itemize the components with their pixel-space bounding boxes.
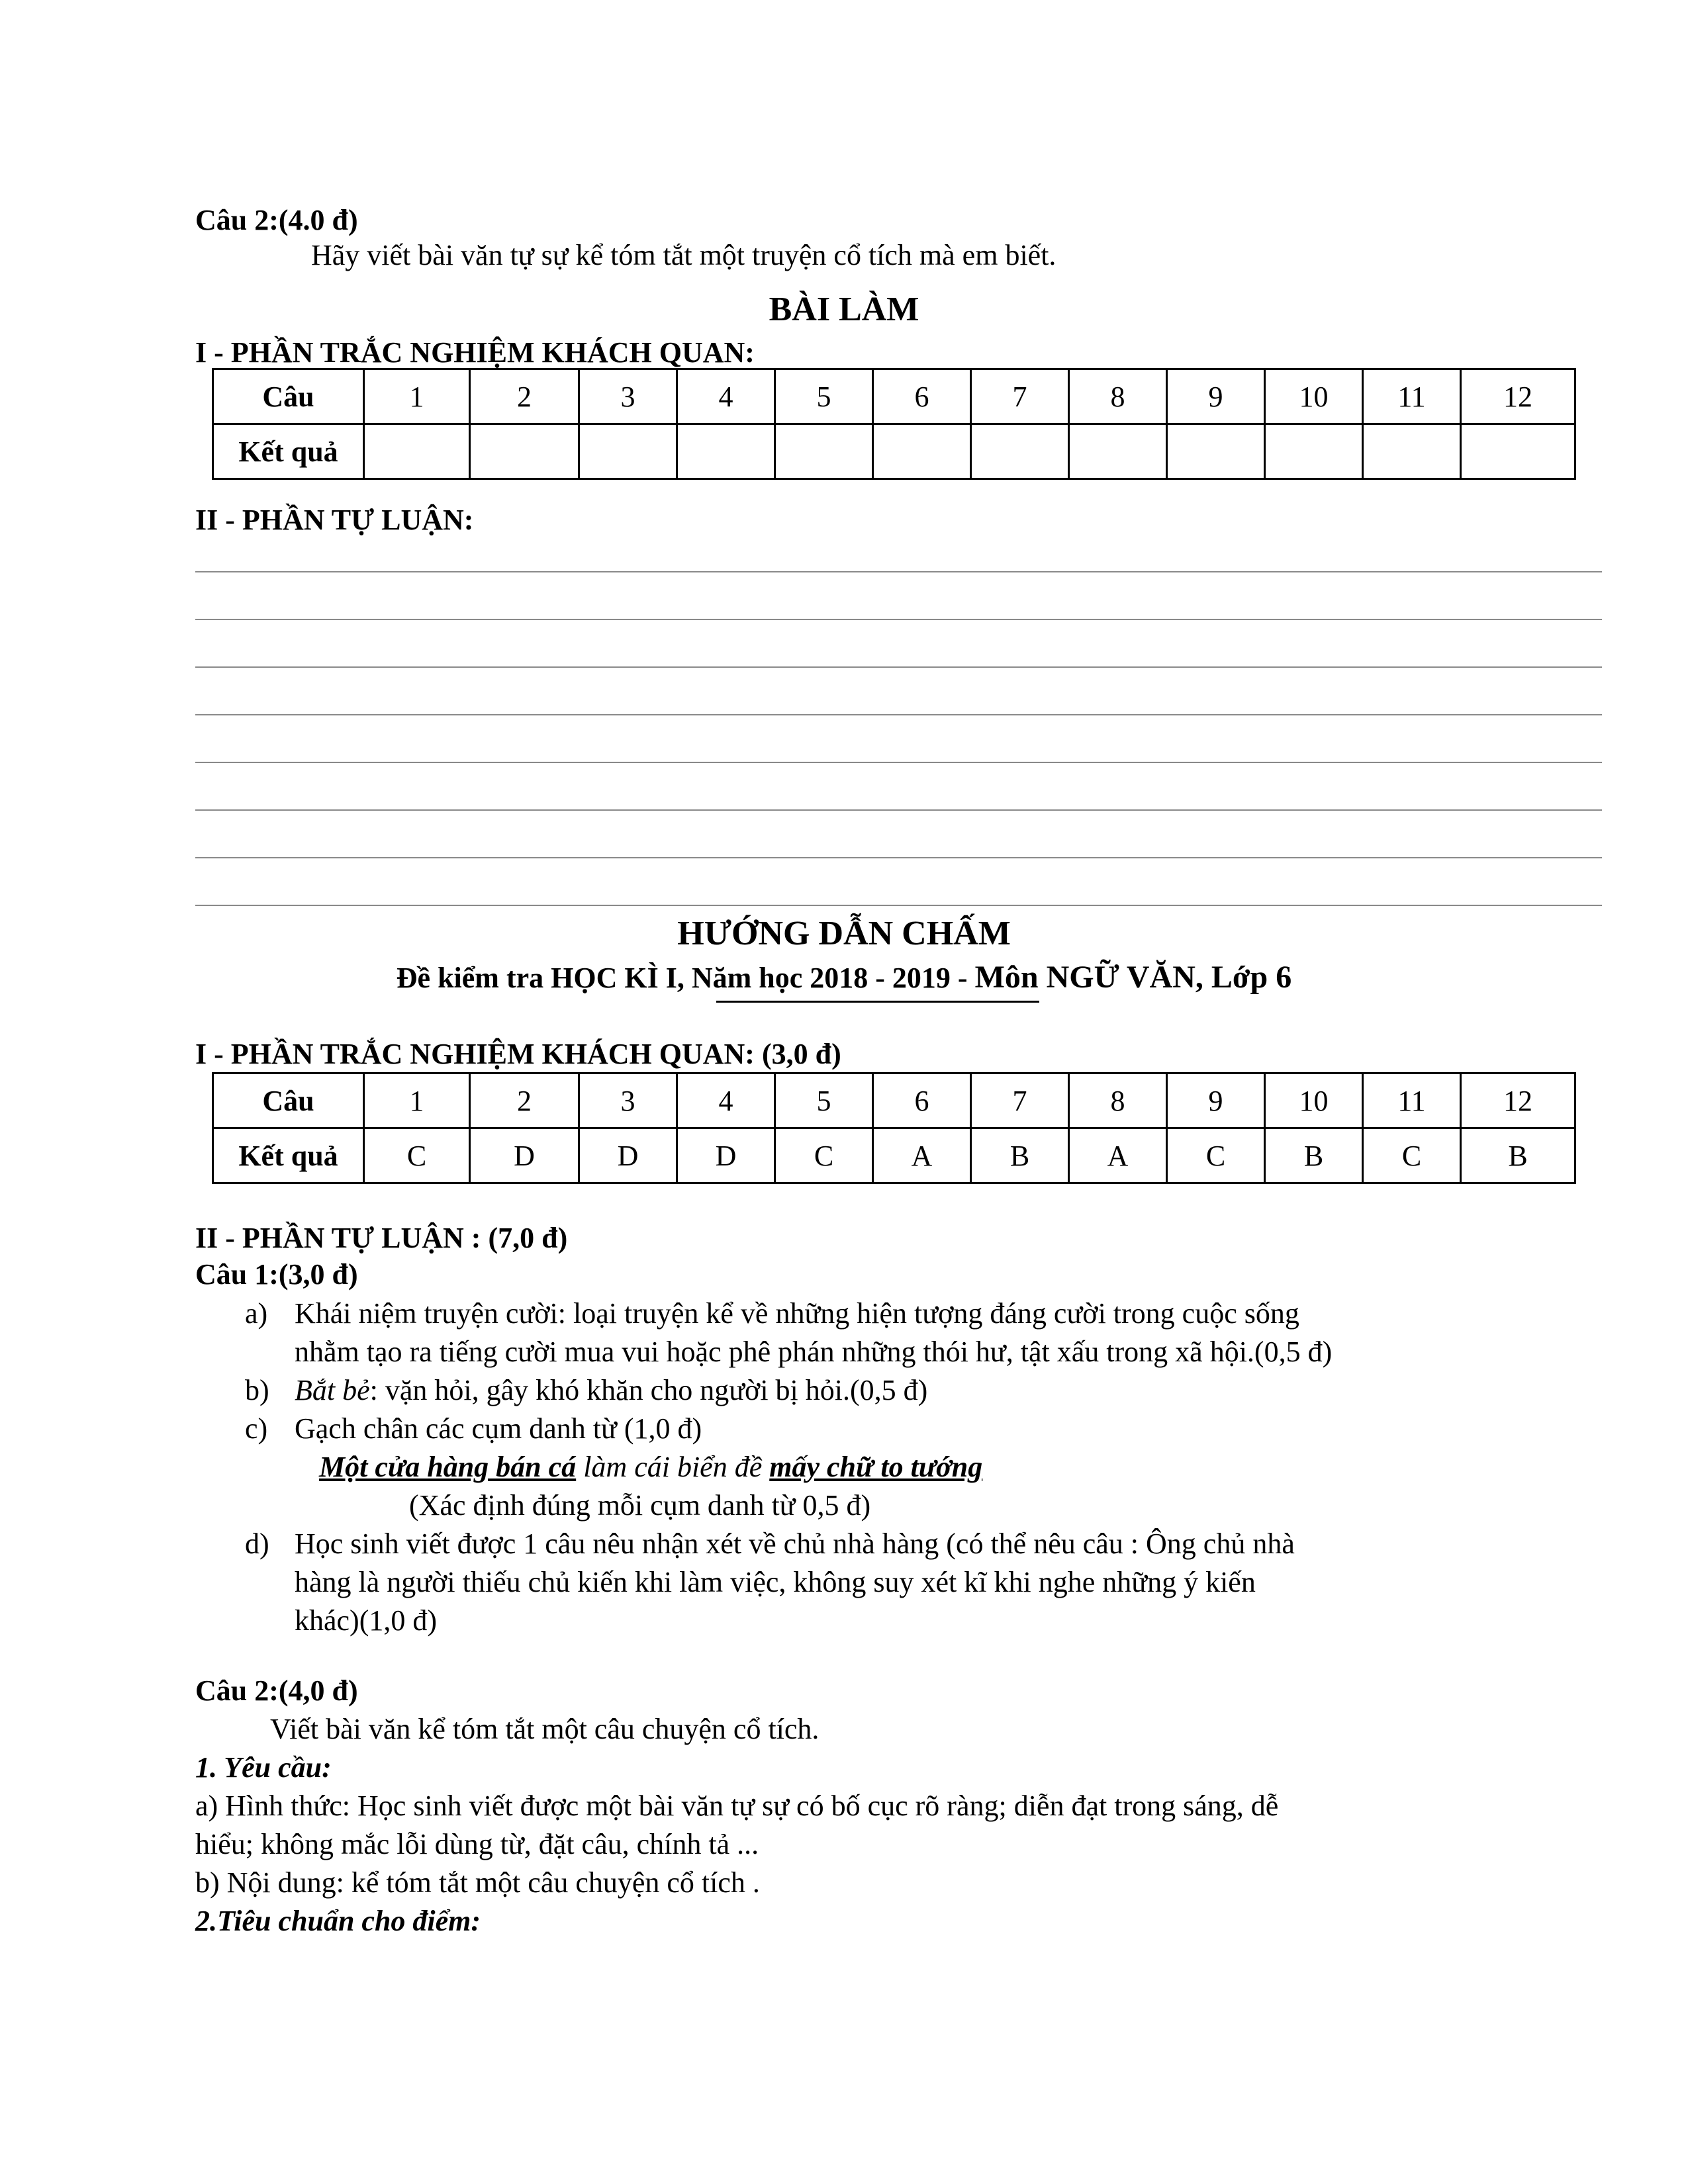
answer-key-cell: A: [873, 1128, 971, 1183]
guide-q2-intro: Viết bài văn kể tóm tắt một câu chuyện cổ tích.: [270, 1713, 820, 1745]
answer-sheet-table: [212, 368, 1576, 480]
answer-key-cell: C: [1363, 1128, 1461, 1183]
question-number: 2: [470, 1073, 579, 1128]
question-number: 10: [1265, 369, 1363, 424]
question-number: 3: [579, 369, 677, 424]
question-number: 2: [470, 369, 579, 424]
answer-cell[interactable]: [1265, 424, 1363, 479]
question-2-label: Câu 2:(4.0 đ): [195, 204, 358, 236]
question-number: 12: [1461, 1073, 1575, 1128]
q1-c-middle: làm cái biển đề: [576, 1451, 770, 1483]
answer-key-result-row: [213, 1128, 1575, 1183]
guide-q2-content-line: b) Nội dung: kể tóm tắt một câu chuyện cổ tích .: [195, 1866, 760, 1899]
answer-sheet-number-row: [213, 369, 1575, 424]
answer-cell[interactable]: [971, 424, 1069, 479]
question-number: 6: [873, 369, 971, 424]
q1-b-term: Bắt bẻ: [295, 1374, 370, 1406]
subtitle-divider: [716, 1001, 1039, 1003]
answer-cell[interactable]: [364, 424, 470, 479]
row-head-question: Câu: [213, 1073, 364, 1128]
question-number: 6: [873, 1073, 971, 1128]
question-number: 4: [677, 1073, 775, 1128]
guide-subtitle-exam: Đề kiểm tra HỌC KÌ I, Năm học 2018 - 2019 -: [396, 962, 975, 994]
answer-cell[interactable]: [579, 424, 677, 479]
q1-a-line1: Khái niệm truyện cười: loại truyện kể về những hiện tượng đáng cười trong cuộc sống: [295, 1297, 1299, 1330]
question-number: 11: [1363, 1073, 1461, 1128]
answer-key-table: [212, 1072, 1576, 1184]
answer-key-cell: A: [1069, 1128, 1167, 1183]
answer-cell[interactable]: [1363, 424, 1461, 479]
question-number: 5: [775, 369, 873, 424]
guide-q2-label: Câu 2:(4,0 đ): [195, 1674, 358, 1707]
answer-sheet-section1: I - PHẦN TRẮC NGHIỆM KHÁCH QUAN:: [195, 336, 755, 369]
writing-line: [195, 762, 1602, 763]
writing-line: [195, 857, 1602, 858]
question-number: 4: [677, 369, 775, 424]
answer-sheet-result-row: [213, 424, 1575, 479]
guide-q2-requirements-title: 1. Yêu cầu:: [195, 1751, 332, 1784]
writing-line: [195, 714, 1602, 715]
q1-d-line3: khác)(1,0 đ): [295, 1604, 438, 1637]
question-number: 1: [364, 369, 470, 424]
row-head-result: Kết quả: [213, 1128, 364, 1183]
guide-subtitle: [0, 958, 1688, 997]
row-head-result: Kết quả: [213, 424, 364, 479]
q1-d-line2: hàng là người thiếu chủ kiến khi làm việc, không suy xét kĩ khi nghe những ý kiến: [295, 1566, 1256, 1598]
noun-phrase-1: Một cửa hàng bán cá: [319, 1451, 577, 1483]
q1-c-text: Gạch chân các cụm danh từ (1,0 đ): [295, 1412, 702, 1445]
guide-q1-label: Câu 1:(3,0 đ): [195, 1258, 358, 1291]
question-number: 3: [579, 1073, 677, 1128]
answer-key-number-row: [213, 1073, 1575, 1128]
guide-section2: II - PHẦN TỰ LUẬN : (7,0 đ): [195, 1222, 568, 1254]
guide-subtitle-subject: Môn NGỮ VĂN, Lớp 6: [974, 960, 1292, 995]
q1-a-marker: a): [245, 1297, 268, 1330]
answer-key-cell: C: [364, 1128, 470, 1183]
guide-section1: I - PHẦN TRẮC NGHIỆM KHÁCH QUAN: (3,0 đ): [195, 1038, 841, 1070]
question-number: 9: [1167, 1073, 1265, 1128]
q1-d-marker: d): [245, 1527, 269, 1560]
writing-line: [195, 666, 1602, 668]
question-number: 9: [1167, 369, 1265, 424]
q1-c-example: [319, 1449, 982, 1485]
question-number: 8: [1069, 369, 1167, 424]
guide-title: HƯỚNG DẪN CHẤM: [677, 915, 1011, 952]
q1-c-marker: c): [245, 1412, 268, 1445]
q1-a-line2: nhằm tạo ra tiếng cười mua vui hoặc phê phán những thói hư, tật xấu trong xã hội.(0,5 đ): [295, 1336, 1333, 1368]
writing-line: [195, 571, 1602, 572]
question-number: 10: [1265, 1073, 1363, 1128]
guide-q2-form-line2: hiểu; không mắc lỗi dùng từ, đặt câu, chính tả ...: [195, 1828, 759, 1860]
answer-cell[interactable]: [677, 424, 775, 479]
answer-key-cell: C: [775, 1128, 873, 1183]
answer-cell[interactable]: [470, 424, 579, 479]
guide-q2-criteria-title: 2.Tiêu chuẩn cho điểm:: [195, 1905, 481, 1937]
answer-sheet-title: BÀI LÀM: [769, 291, 919, 328]
answer-cell[interactable]: [1461, 424, 1575, 479]
answer-key-cell: B: [1461, 1128, 1575, 1183]
question-number: 8: [1069, 1073, 1167, 1128]
writing-line: [195, 619, 1602, 620]
answer-key-cell: B: [1265, 1128, 1363, 1183]
writing-line: [195, 809, 1602, 811]
question-number: 7: [971, 1073, 1069, 1128]
q1-b-marker: b): [245, 1374, 269, 1406]
question-number: 11: [1363, 369, 1461, 424]
answer-cell[interactable]: [873, 424, 971, 479]
q1-b-line: [295, 1372, 927, 1408]
answer-key-cell: B: [971, 1128, 1069, 1183]
question-number: 1: [364, 1073, 470, 1128]
row-head-question: Câu: [213, 369, 364, 424]
answer-sheet-section2: II - PHẦN TỰ LUẬN:: [195, 504, 474, 536]
question-2-prompt: Hãy viết bài văn tự sự kể tóm tắt một truyện cổ tích mà em biết.: [311, 239, 1056, 271]
q1-c-note: (Xác định đúng mỗi cụm danh từ 0,5 đ): [409, 1489, 871, 1522]
q1-b-rest: : vặn hỏi, gây khó khăn cho người bị hỏi.(0,5 đ): [369, 1374, 928, 1406]
answer-key-cell: D: [579, 1128, 677, 1183]
question-number: 5: [775, 1073, 873, 1128]
question-number: 12: [1461, 369, 1575, 424]
answer-cell[interactable]: [775, 424, 873, 479]
answer-key-cell: C: [1167, 1128, 1265, 1183]
guide-q2-form-line1: a) Hình thức: Học sinh viết được một bài văn tự sự có bố cục rõ ràng; diễn đạt trong sáng, dễ: [195, 1790, 1279, 1822]
q1-d-line1: Học sinh viết được 1 câu nêu nhận xét về chủ nhà hàng (có thể nêu câu : Ông chủ nhà: [295, 1527, 1295, 1560]
answer-cell[interactable]: [1069, 424, 1167, 479]
answer-cell[interactable]: [1167, 424, 1265, 479]
question-number: 7: [971, 369, 1069, 424]
answer-key-cell: D: [470, 1128, 579, 1183]
writing-line: [195, 905, 1602, 906]
noun-phrase-2: mấy chữ to tướng: [769, 1451, 983, 1483]
answer-key-cell: D: [677, 1128, 775, 1183]
